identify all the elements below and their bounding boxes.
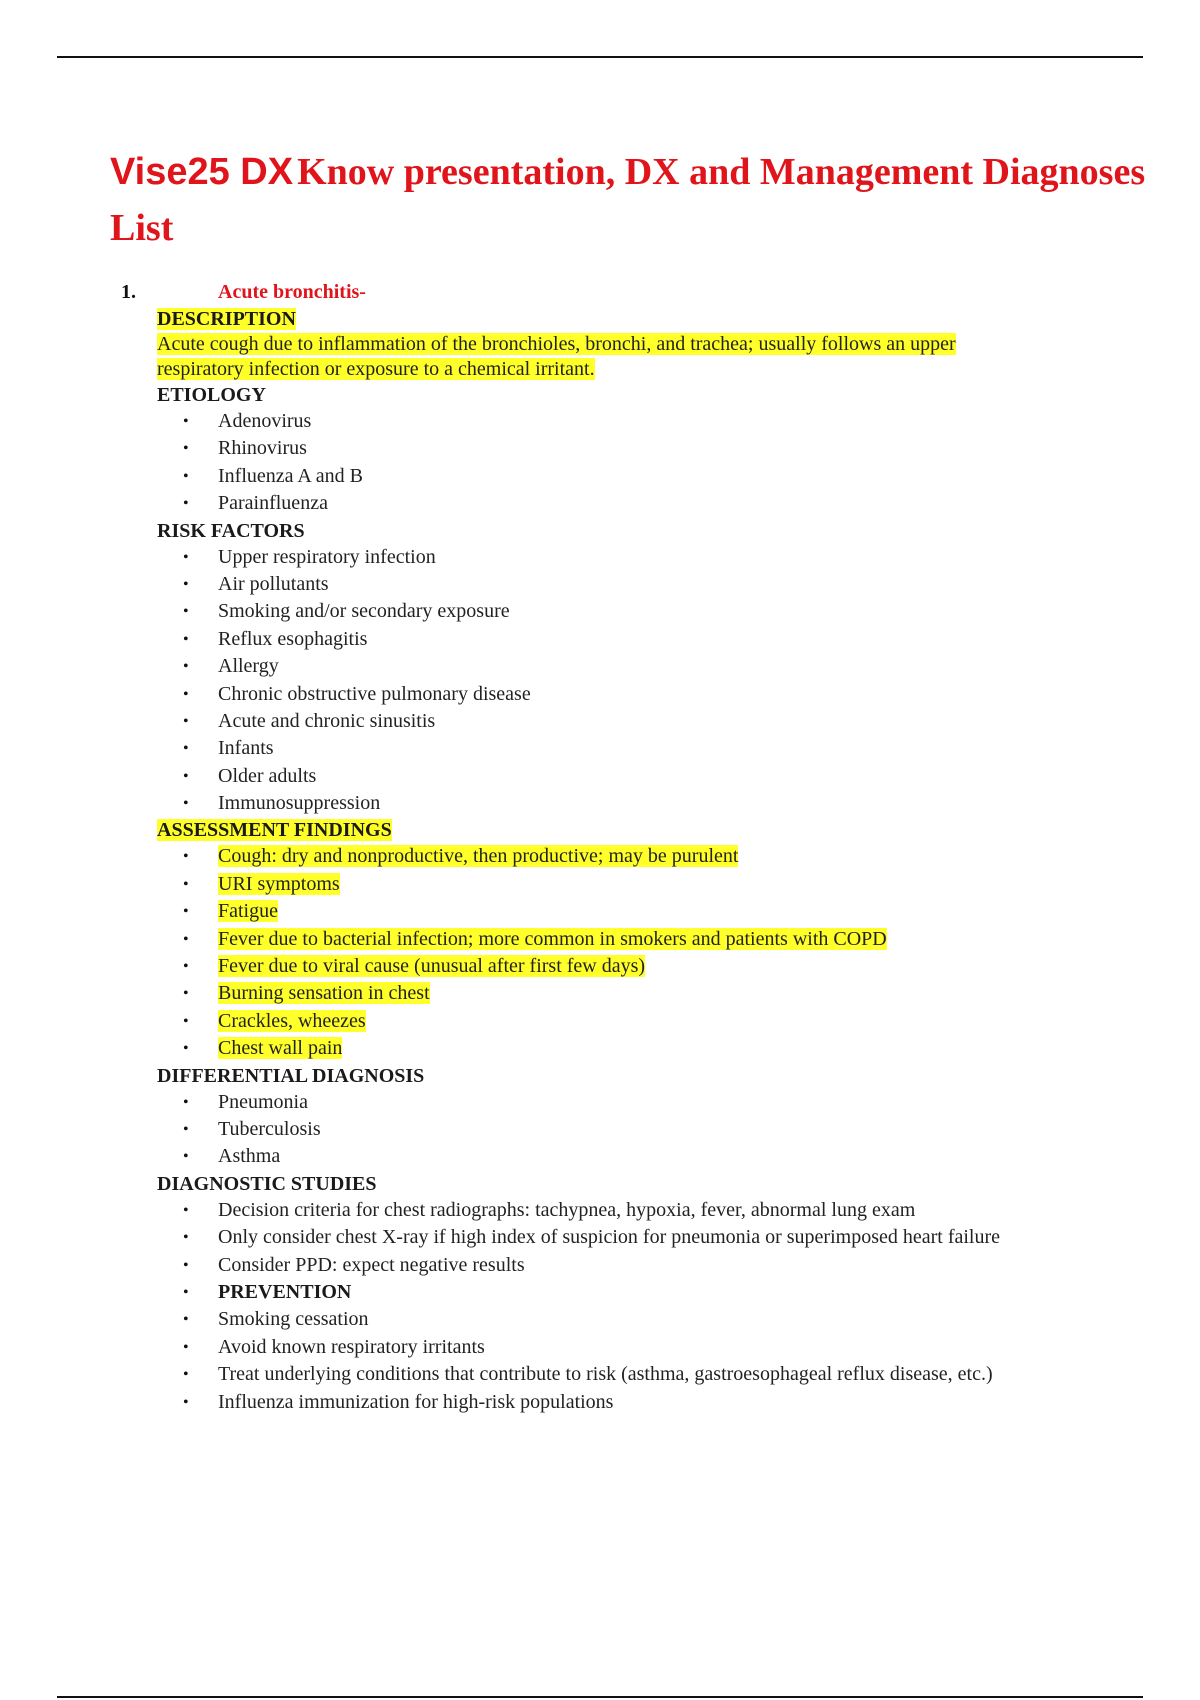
list-item: • Older adults	[0, 763, 1200, 790]
bullet-icon: •	[183, 413, 189, 430]
differential-heading: DIFFERENTIAL DIAGNOSIS	[157, 1064, 425, 1087]
list-item: • URI symptoms	[0, 871, 1200, 898]
bullet-icon: •	[183, 630, 189, 648]
assessment-list	[0, 843, 1200, 1062]
list-item: • Reflux esophagitis	[0, 626, 1200, 653]
bullet-icon: •	[183, 440, 189, 458]
list-item: • Smoking cessation	[0, 1306, 1200, 1333]
list-item: • Rhinovirus	[0, 435, 1200, 462]
list-item: • Air pollutants	[0, 571, 1200, 598]
bullet-icon: •	[183, 1338, 189, 1356]
list-item: • Chest wall pain	[0, 1035, 1200, 1062]
list-item: • Smoking and/or secondary exposure	[0, 598, 1200, 625]
bullet-icon: •	[183, 795, 189, 813]
bullet-icon: •	[183, 1311, 189, 1329]
bullet-icon: •	[183, 903, 189, 921]
bullet-icon: •	[183, 930, 189, 948]
item-title: Acute bronchitis-	[218, 281, 366, 303]
list-item: • Influenza immunization for high-risk populations	[0, 1389, 1200, 1416]
list-item: • Chronic obstructive pulmonary disease	[0, 681, 1200, 708]
bullet-icon: •	[183, 548, 189, 566]
bullet-icon: •	[183, 1366, 189, 1384]
list-item-heading	[0, 278, 1200, 306]
list-item: • Pneumonia	[0, 1089, 1200, 1116]
bottom-rule	[57, 1696, 1143, 1698]
list-item: • Acute and chronic sinusitis	[0, 708, 1200, 735]
list-item: • Influenza A and B	[0, 463, 1200, 490]
list-item: • Immunosuppression	[0, 790, 1200, 817]
list-item: • Parainfluenza	[0, 490, 1200, 517]
assessment-heading: ASSESSMENT FINDINGS	[157, 819, 392, 842]
bullet-icon: •	[183, 495, 189, 513]
list-item: • Upper respiratory infection	[0, 544, 1200, 571]
list-item: • Treat underlying conditions that contribute to risk (asthma, gastroesophageal reflux disease, etc.)	[0, 1361, 1200, 1388]
bullet-icon: •	[183, 712, 189, 730]
top-rule	[57, 56, 1143, 58]
differential-list	[0, 1089, 1200, 1171]
list-item: • Decision criteria for chest radiographs: tachypnea, hypoxia, fever, abnormal lung exam	[0, 1197, 1200, 1224]
title-continuation: List	[110, 207, 174, 249]
description-heading: DESCRIPTION	[157, 308, 296, 330]
diagnostic-heading: DIAGNOSTIC STUDIES	[157, 1172, 377, 1195]
list-item: • Fever due to viral cause (unusual after first few days)	[0, 953, 1200, 980]
diagnostic-list	[0, 1197, 1200, 1416]
title-prefix: Vise25 DX	[110, 151, 294, 193]
bullet-icon: •	[183, 985, 189, 1003]
title-main: Know presentation, DX and Management Diagnoses	[297, 151, 1146, 193]
document-title	[110, 148, 1200, 252]
bullet-icon: •	[183, 1201, 189, 1219]
etiology-list	[0, 408, 1200, 518]
bullet-icon: •	[183, 767, 189, 785]
bullet-icon: •	[183, 1283, 189, 1301]
bullet-icon: •	[183, 1148, 189, 1166]
list-item: • Adenovirus	[0, 408, 1200, 435]
item-number: 1.	[121, 281, 136, 303]
bullet-icon: •	[183, 740, 189, 758]
bullet-icon: •	[183, 1093, 189, 1111]
bullet-icon: •	[183, 875, 189, 893]
bullet-icon: •	[183, 685, 189, 703]
list-item: • Avoid known respiratory irritants	[0, 1334, 1200, 1361]
risk-factors-list	[0, 544, 1200, 818]
bullet-icon: •	[183, 1012, 189, 1030]
bullet-icon: •	[183, 603, 189, 621]
document-body	[0, 278, 1200, 1416]
list-item: • Crackles, wheezes	[0, 1008, 1200, 1035]
bullet-icon: •	[183, 467, 189, 485]
bullet-icon: •	[183, 1256, 189, 1274]
list-item: • Cough: dry and nonproductive, then productive; may be purulent	[0, 843, 1200, 870]
bullet-icon: •	[183, 1120, 189, 1138]
list-item: • Burning sensation in chest	[0, 980, 1200, 1007]
etiology-heading: ETIOLOGY	[157, 384, 266, 406]
bullet-icon: •	[183, 1229, 189, 1247]
list-item: • Fever due to bacterial infection; more common in smokers and patients with COPD	[0, 926, 1200, 953]
list-item: • Only consider chest X-ray if high index of suspicion for pneumonia or superimposed heart failure	[0, 1224, 1200, 1251]
bullet-icon: •	[183, 958, 189, 976]
prevention-heading: • PREVENTION	[0, 1279, 1200, 1306]
bullet-icon: •	[183, 658, 189, 676]
list-item: • Infants	[0, 735, 1200, 762]
bullet-icon: •	[183, 1393, 189, 1411]
list-item: • Consider PPD: expect negative results	[0, 1252, 1200, 1279]
list-item: • Fatigue	[0, 898, 1200, 925]
description-text: Acute cough due to inflammation of the bronchioles, bronchi, and trachea; usually follows an upper respiratory infection or exposure to a chemical irritant.	[157, 333, 956, 380]
bullet-icon: •	[183, 575, 189, 593]
risk-factors-heading: RISK FACTORS	[157, 519, 305, 542]
bullet-icon: •	[183, 1040, 189, 1058]
list-item: • Allergy	[0, 653, 1200, 680]
bullet-icon: •	[183, 848, 189, 866]
list-item: • Asthma	[0, 1143, 1200, 1170]
list-item: • Tuberculosis	[0, 1116, 1200, 1143]
